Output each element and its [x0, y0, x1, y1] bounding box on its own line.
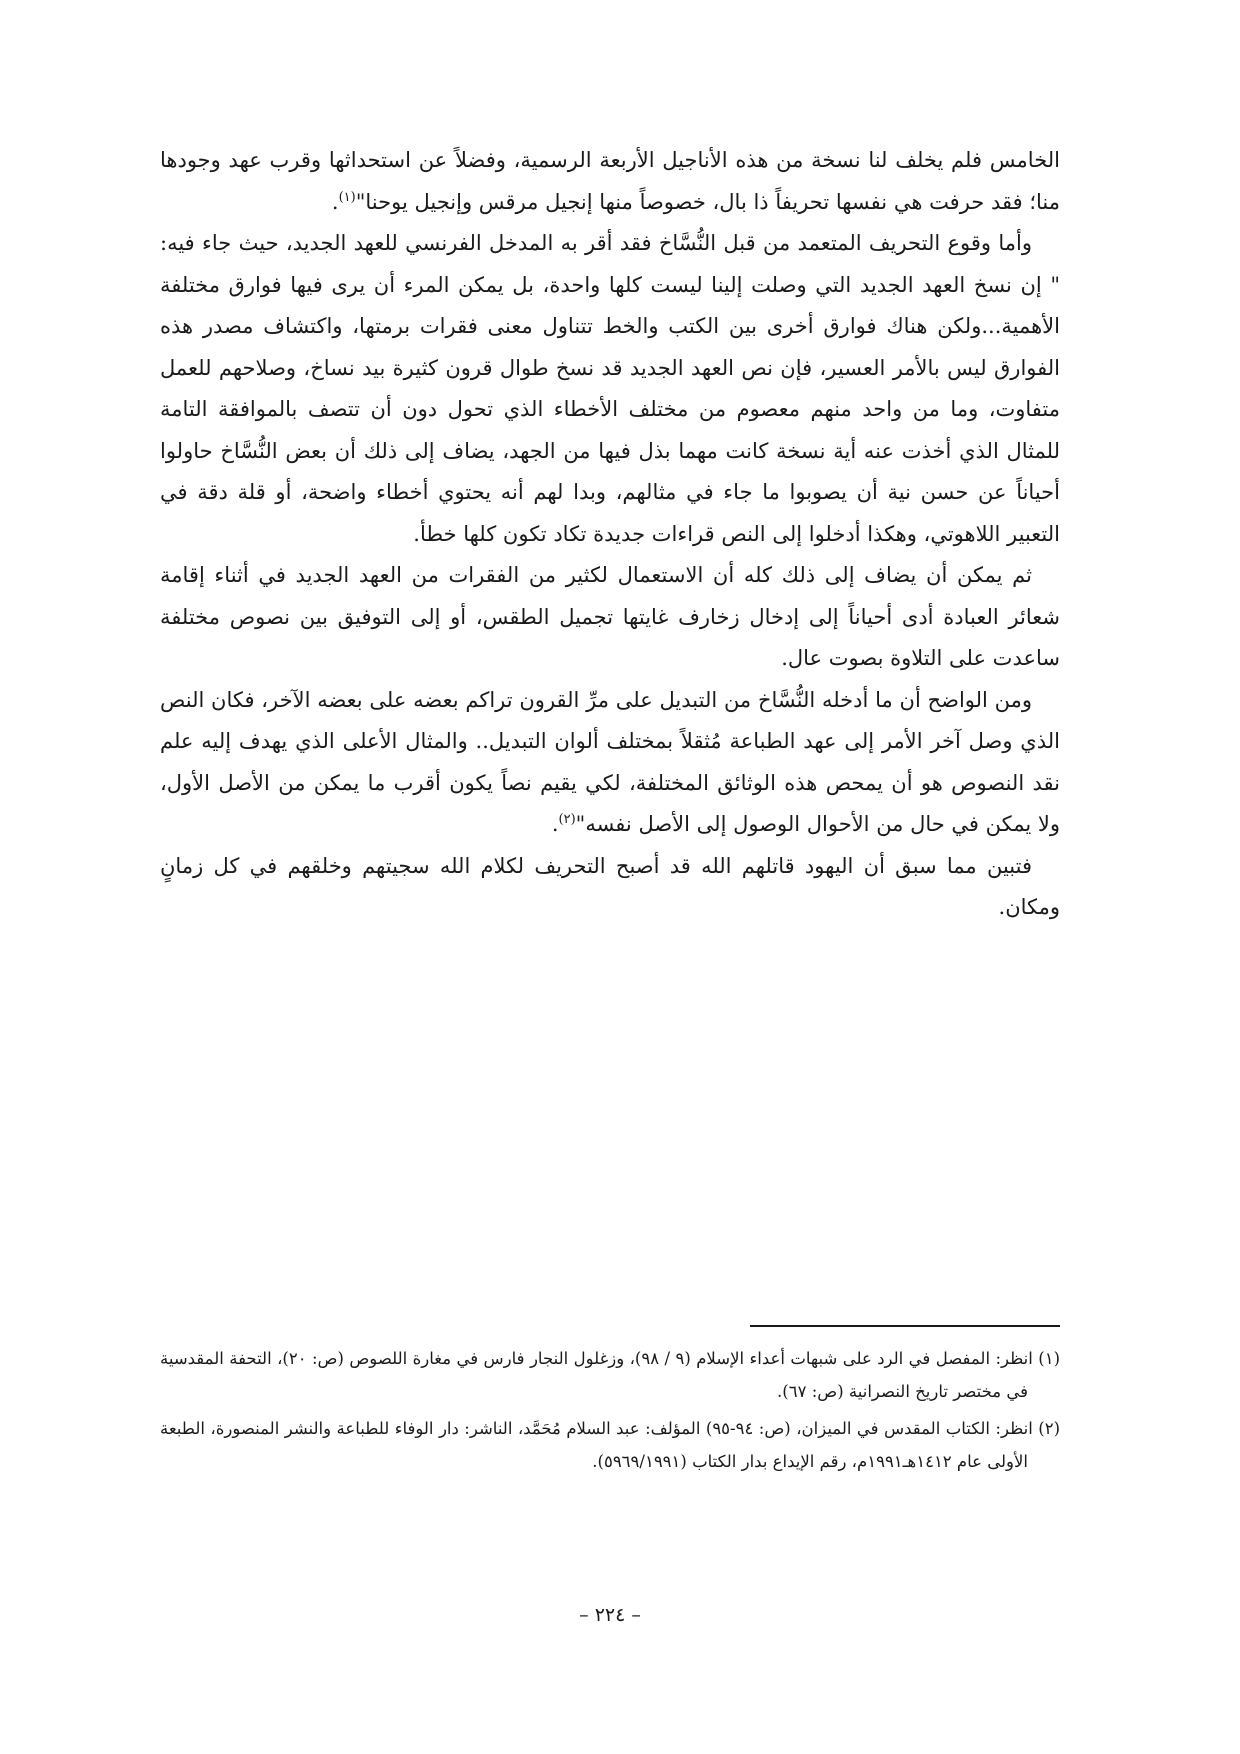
paragraph-5: [160, 846, 1060, 929]
paragraph-4-tail: .: [551, 812, 559, 836]
page-number: – ٢٢٤ –: [579, 1604, 641, 1626]
footnotes: [160, 1342, 1060, 1482]
main-text: [160, 140, 1060, 929]
page-content: [160, 140, 1060, 1700]
paragraph-2-text: وأما وقوع التحريف المتعمد من قبل النُّسَّاخ فقد أقر به المدخل الفرنسي للعهد الجديد، حيث جاء فيه: " إن نسخ العهد الجديد التي وصلت إلينا ليست كلها واحدة، بل يمكن المرء أن يرى فيها فوارق مختلفة الأهمية...ولكن هناك فوارق أخرى بين الكتب والخط تتناول معنى فقرات برمتها، واكتشاف مصدر هذه الفوارق ليس بالأمر العسير، فإن نص العهد الجديد قد نسخ طوال قرون كثيرة بيد نساخ، وصلاحهم للعمل متفاوت، وما من واحد منهم معصوم من مختلف الأخطاء الذي تحول دون أن تتصف بالموافقة التامة للمثال الذي أخذت عنه أية نسخة كانت مهما بذل فيها من الجهد، يضاف إلى ذلك أن بعض النُّسَّاخ حاولوا أحياناً عن حسن نية أن يصوبوا ما جاء في مثالهم، وبدا لهم أنه يحتوي أخطاء واضحة، أو قلة دقة في التعبير اللاهوتي، وهكذا أدخلوا إلى النص قراءات جديدة تكاد تكون كلها خطأ.: [160, 231, 1060, 546]
paragraph-1-text: الخامس فلم يخلف لنا نسخة من هذه الأناجيل الأربعة الرسمية، وفضلاً عن استحداثها وقرب عهد وجودها منا؛ فقد حرفت هي نفسها تحريفاً ذا بال، خصوصاً منها إنجيل مرقس وإنجيل يوحنا": [160, 148, 1060, 214]
paragraph-2: [160, 223, 1060, 555]
paragraph-3: [160, 555, 1060, 680]
footnote-ref-1[interactable]: (١): [338, 189, 356, 205]
paragraph-1-tail: .: [331, 189, 339, 214]
footnote-1: (١) انظر: المفصل في الرد على شبهات أعداء الإسلام (٩ / ٩٨)، وزغلول النجار فارس في مغارة اللصوص (ص: ٢٠)، التحفة المقدسية في مختصر تاريخ النصرانية (ص: ٦٧).: [160, 1349, 1060, 1401]
paragraph-1: [160, 140, 1060, 223]
paragraph-5-text: فتبين مما سبق أن اليهود قاتلهم الله قد أصبح التحريف لكلام الله سجيتهم وخلقهم في كل زمانٍ ومكان.: [160, 853, 1060, 919]
paragraph-4-text: ومن الواضح أن ما أدخله النُّسَّاخ من التبديل على مرِّ القرون تراكم بعضه على بعضه الآخر، فكان النص الذي وصل آخر الأمر إلى عهد الطباعة مُثقلاً بمختلف ألوان التبديل.. والمثال الأعلى الذي يهدف إليه علم نقد النصوص هو أن يمحص هذه الوثائق المختلفة، لكي يقيم نصاً يكون أقرب ما يمكن من الأصل الأول، ولا يمكن في حال من الأحوال الوصول إلى الأصل نفسه": [160, 687, 1060, 836]
footnote-separator: [750, 1325, 1060, 1327]
footnote-2: (٢) انظر: الكتاب المقدس في الميزان، (ص: ٩٤-٩٥) المؤلف: عبد السلام مُحَمَّد، الناشر: دار الوفاء للطباعة والنشر المنصورة، الطبعة الأولى عام ١٤١٢هـ١٩٩١م، رقم الإيداع بدار الكتاب (٥٩٦٩/١٩٩١).: [160, 1419, 1060, 1471]
footnote-ref-2[interactable]: (٢): [558, 812, 576, 827]
paragraph-3-text: ثم يمكن أن يضاف إلى ذلك كله أن الاستعمال لكثير من الفقرات من العهد الجديد في أثناء إقامة شعائر العبادة أدى أحياناً إلى إدخال زخارف غايتها تجميل الطقس، أو إلى التوفيق بين نصوص مختلفة ساعدت على التلاوة بصوت عال.: [160, 563, 1060, 670]
paragraph-4: [160, 680, 1060, 846]
